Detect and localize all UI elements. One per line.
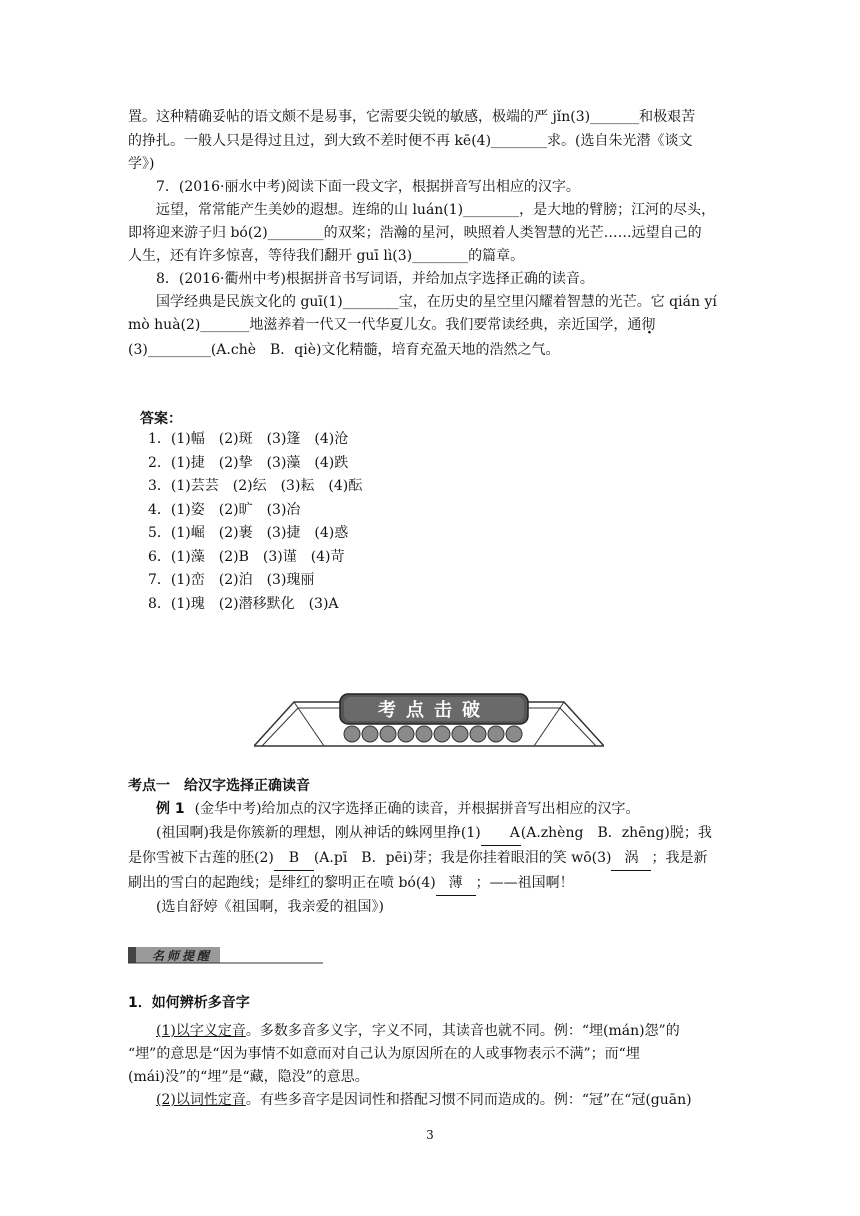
method-s2-line-1 — [128, 1089, 736, 1112]
method-s1-line-3: (mái)没”的“埋”是“藏，隐没”的意思。 — [128, 1069, 369, 1085]
answers-title: 答案： — [140, 411, 182, 427]
q8-line-2-text: mò huà(2)_______地滋养着一代又一代华夏儿女。我们要常读经典，亲近国学，通 — [128, 317, 642, 333]
method-s1-text: 。多数多音多义字，字义不同，其读音也就不同。例：“埋(mán)怨”的 — [245, 1023, 680, 1039]
answer-item: 7．(1)峦 (2)泊 (3)瑰丽 — [148, 572, 315, 588]
top-line-3: 学》) — [128, 156, 155, 172]
example-text: (祖国啊)我是你簇新的理想，刚从神话的蛛网里挣(1) — [156, 825, 481, 841]
q8-line-3: (3)_________(A.chè B．qiè)文化精髓，培育充盈天地的浩然之气。 — [128, 342, 560, 358]
answer-item: 1．(1)幅 (2)斑 (3)篷 (4)沧 — [148, 431, 349, 447]
section-title: 考点一 给汉字选择正确读音 — [128, 778, 310, 794]
top-line-2: 的挣扎。一般人只是得过且过，到大致不差时便不再 kē(4)________求。(选自朱光潜《谈文 — [128, 133, 693, 149]
example-para-line-3 — [128, 872, 736, 896]
example-stem: (金华中考)给加点的汉字选择正确的读音，并根据拼音写出相应的汉字。 — [194, 801, 640, 817]
banner-title: 考点击破 — [378, 700, 490, 721]
example-para-line-1 — [128, 822, 736, 846]
page-number: 3 — [426, 1128, 434, 1142]
example-para-line-2 — [128, 847, 736, 871]
answer-blank: 薄 — [436, 872, 476, 896]
method-title: 1．如何辨析多音字 — [128, 995, 250, 1011]
answer-item: 8．(1)瑰 (2)潜移默化 (3)A — [148, 595, 339, 612]
tip-label: 名师提醒 — [152, 949, 213, 963]
example-text: ；——祖国啊！ — [475, 875, 574, 891]
example-text: ；我是新 — [651, 850, 708, 866]
answer-item: 6．(1)藻 (2)B (3)谨 (4)苛 — [148, 548, 345, 565]
method-s1-line-1 — [128, 1020, 736, 1043]
example-label: 例 1 — [156, 801, 185, 817]
method-s2-text: 。有些多音字是因词性和搭配习惯不同而造成的。例：“冠”在“冠(guān) — [245, 1092, 692, 1108]
q7-stem: 7．(2016·丽水中考)阅读下面一段文字，根据拼音写出相应的汉字。 — [156, 179, 580, 195]
answer-item: 5．(1)崛 (2)裹 (3)捷 (4)惑 — [148, 525, 349, 541]
q8-line-2 — [128, 314, 736, 337]
answers-list — [148, 428, 362, 616]
dotted-char: 彻 — [641, 317, 656, 333]
answer-blank: 涡 — [611, 847, 651, 871]
answer-item: 2．(1)捷 (2)挚 (3)藻 (4)跌 — [148, 454, 349, 471]
q7-line-1: 远望，常常能产生美妙的遐想。连绵的山 luán(1)________，是大地的臂膀；江河的尽头， — [156, 202, 716, 218]
example-text: (A.zhèng B．zhēng)脱；我 — [520, 825, 712, 841]
example-text: 刷出的雪白的起跑线；是绯红的黎明正在喷 bó(4) — [128, 875, 436, 891]
example-source: (选自舒婷《祖国啊，我亲爱的祖国》) — [156, 899, 384, 915]
answer-item: 4．(1)姿 (2)旷 (3)冶 — [148, 501, 301, 518]
q7-line-2: 即将迎来游子归 bó(2)________的双桨；浩瀚的星河，映照着人类智慧的光芒……远望自己的 — [128, 225, 702, 241]
q7-line-3: 人生，还有许多惊喜，等待我们翻开 guī lì(3)________的篇章。 — [128, 248, 525, 264]
method-s2-label: (2)以词性定音 — [156, 1092, 246, 1108]
method-s1-label: (1)以字义定音 — [156, 1023, 246, 1039]
q8-stem: 8．(2016·衢州中考)根据拼音书写词语，并给加点字选择正确的读音。 — [156, 271, 594, 287]
example-stem-line — [128, 798, 736, 821]
answer-blank: B — [274, 847, 314, 871]
answer-item: 3．(1)芸芸 (2)纭 (3)耘 (4)酝 — [148, 478, 363, 494]
example-text: (A.pī B．pēi)芽；我是你挂着眼泪的笑 wō(3) — [313, 850, 612, 866]
method-s1-line-2: “埋”的意思是“因为事情不如意而对自己认为原因所在的人或事物表示不满”；而“埋 — [128, 1046, 640, 1062]
example-text: 是你雪被下古莲的胚(2) — [128, 850, 274, 866]
answer-blank: A — [481, 822, 521, 846]
q8-line-1: 国学经典是民族文化的 guī(1)________宝，在历史的星空里闪耀着智慧的光芒。它 qián yí — [156, 294, 717, 310]
top-line-1: 置。这种精确妥帖的语文颇不是易事，它需要尖锐的敏感，极端的严 jǐn(3)_______和极艰苦 — [128, 109, 696, 125]
